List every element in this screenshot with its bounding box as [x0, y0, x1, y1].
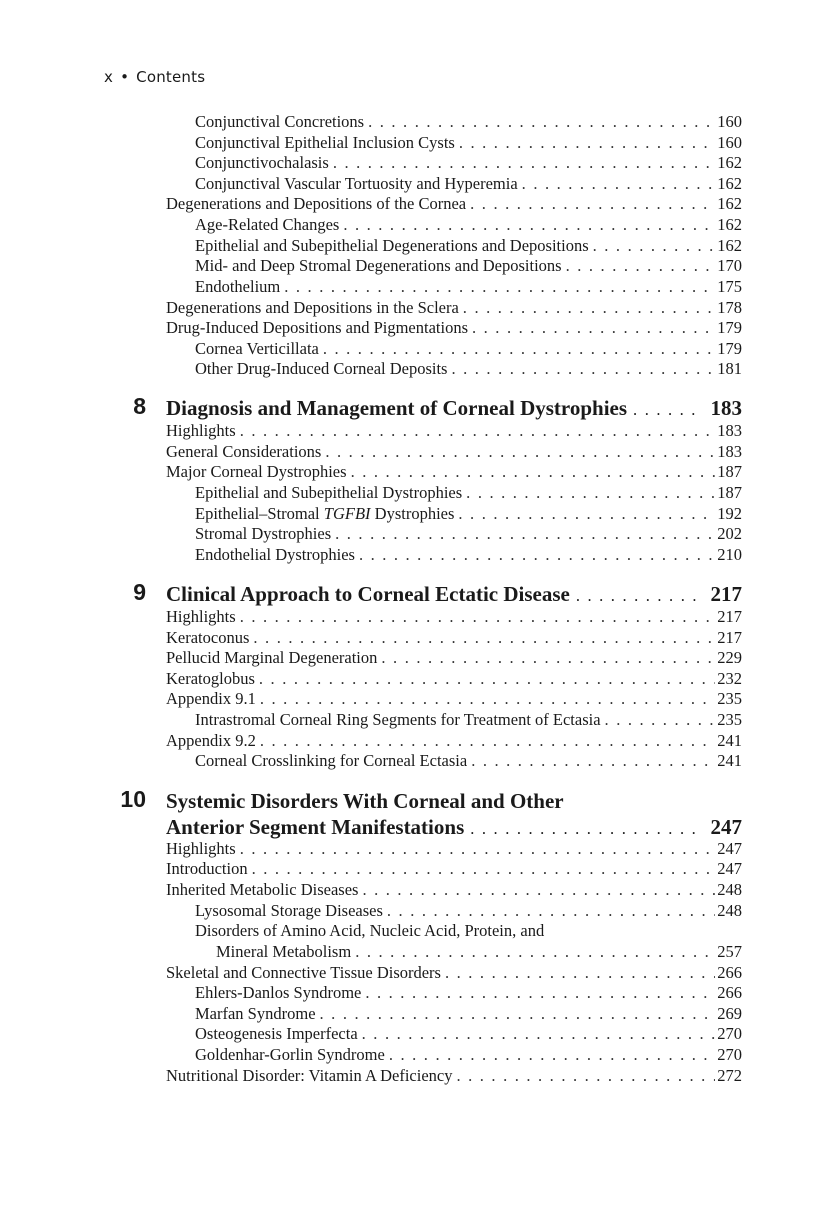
- dot-leader: [463, 298, 715, 318]
- chapter-page-number: 247: [710, 815, 742, 839]
- page-number: 160: [717, 112, 742, 131]
- dot-leader: [355, 942, 715, 962]
- toc-entry[interactable]: Highlights . . . 247: [166, 839, 742, 859]
- chapter-title: Clinical Approach to Corneal Ectatic Disease: [166, 582, 570, 606]
- page-number: 272: [717, 1066, 742, 1085]
- toc-entry[interactable]: Endothelial Dystrophies . . . 210: [195, 545, 742, 565]
- page-number: 210: [717, 545, 742, 564]
- toc-entry[interactable]: Epithelial–Stromal TGFBI Dystrophies . . . 192: [195, 504, 742, 524]
- toc-entry[interactable]: Appendix 9.2 . . . 241: [166, 731, 742, 751]
- page-number: 181: [717, 359, 742, 378]
- page-number: 235: [717, 710, 742, 729]
- page-number: 241: [717, 751, 742, 770]
- toc-entry[interactable]: Introduction . . . 247: [166, 859, 742, 879]
- dot-leader: [471, 751, 715, 771]
- toc-entry[interactable]: Inherited Metabolic Diseases . . . 248: [166, 880, 742, 900]
- toc-entry[interactable]: Marfan Syndrome . . . 269: [195, 1004, 742, 1024]
- dot-leader: [253, 628, 715, 648]
- page-number: 183: [717, 421, 742, 440]
- page-number: 229: [717, 648, 742, 667]
- dot-leader: [451, 359, 715, 379]
- page-number: 248: [717, 901, 742, 920]
- dot-leader: [459, 133, 715, 153]
- page-number: 162: [717, 236, 742, 255]
- page-number: 247: [717, 859, 742, 878]
- page-number: 162: [717, 215, 742, 234]
- chapter-heading[interactable]: [166, 814, 742, 840]
- page-number: 202: [717, 524, 742, 543]
- dot-leader: [362, 1024, 716, 1044]
- dot-leader: [362, 880, 715, 900]
- toc-entry[interactable]: Conjunctival Vascular Tortuosity and Hyperemia . . . 162: [195, 174, 742, 194]
- dot-leader: [365, 983, 715, 1003]
- toc-entry[interactable]: Pellucid Marginal Degeneration . . . 229: [166, 648, 742, 668]
- toc-entry[interactable]: Nutritional Disorder: Vitamin A Deficiency . . . 272: [166, 1066, 742, 1086]
- page-number: 270: [717, 1045, 742, 1064]
- dot-leader: [252, 859, 716, 879]
- toc-entry[interactable]: Goldenhar-Gorlin Syndrome . . . 270: [195, 1045, 742, 1065]
- gene-name: TGFBI: [323, 504, 371, 523]
- page-number: 232: [717, 669, 742, 688]
- page-number: 187: [717, 462, 742, 481]
- dot-leader: [240, 607, 716, 627]
- page-number: 241: [717, 731, 742, 750]
- chapter-heading[interactable]: [166, 581, 742, 607]
- dot-leader: [445, 963, 715, 983]
- dot-leader: [566, 256, 716, 276]
- page-number: 160: [717, 133, 742, 152]
- chapter-page-number: 217: [710, 582, 742, 606]
- chapter-title-line1[interactable]: Systemic Disorders With Corneal and Other: [166, 789, 564, 813]
- toc-entry[interactable]: Highlights . . . 183: [166, 421, 742, 441]
- dot-leader: [325, 442, 715, 462]
- dot-leader: [522, 174, 716, 194]
- page-number: 247: [717, 839, 742, 858]
- page-number: 179: [717, 339, 742, 358]
- chapter-number: 10: [120, 786, 146, 812]
- toc-entry[interactable]: Highlights . . . 217: [166, 607, 742, 627]
- dot-leader: [605, 710, 716, 730]
- page-number: 178: [717, 298, 742, 317]
- dot-leader: [351, 462, 716, 482]
- page-number: 162: [717, 153, 742, 172]
- chapter-number: 9: [133, 579, 146, 605]
- toc-entry[interactable]: Degenerations and Depositions in the Sclera . . . 178: [166, 298, 742, 318]
- dot-leader: [470, 194, 715, 214]
- dot-leader: [456, 1066, 715, 1086]
- dot-leader: [593, 236, 716, 256]
- page-number: 217: [717, 628, 742, 647]
- dot-leader: [368, 112, 715, 132]
- dot-leader: [260, 731, 715, 751]
- toc-entry[interactable]: Appendix 9.1 . . . 235: [166, 689, 742, 709]
- page-number: 162: [717, 174, 742, 193]
- toc-entry[interactable]: Keratoconus . . . 217: [166, 628, 742, 648]
- toc-entry[interactable]: Degenerations and Depositions of the Cornea . . . 162: [166, 194, 742, 214]
- dot-leader: [343, 215, 715, 235]
- toc-entry[interactable]: Endothelium . . . 175: [195, 277, 742, 297]
- chapter-title: Diagnosis and Management of Corneal Dystrophies: [166, 396, 628, 420]
- page-number: 170: [717, 256, 742, 275]
- running-head-label: Contents: [136, 68, 206, 86]
- toc-entry[interactable]: Other Drug-Induced Corneal Deposits . . . 181: [195, 359, 742, 379]
- dot-leader: [259, 669, 715, 689]
- dot-leader: [320, 1004, 716, 1024]
- toc-entry[interactable]: Epithelial and Subepithelial Dystrophies . . . 187: [195, 483, 742, 503]
- dot-leader: [576, 583, 703, 607]
- toc-entry[interactable]: Conjunctival Concretions . . . 160: [195, 112, 742, 132]
- page-number: 248: [717, 880, 742, 899]
- toc-entry[interactable]: Stromal Dystrophies . . . 202: [195, 524, 742, 544]
- toc-entry[interactable]: Major Corneal Dystrophies . . . 187: [166, 462, 742, 482]
- page-number: 162: [717, 194, 742, 213]
- dot-leader: [240, 421, 716, 441]
- dot-leader: [335, 524, 715, 544]
- page-number: 217: [717, 607, 742, 626]
- page-number: 192: [717, 504, 742, 523]
- bullet-separator: •: [120, 68, 130, 86]
- toc-entry[interactable]: Skeletal and Connective Tissue Disorders . . . 266: [166, 963, 742, 983]
- page-number: 257: [717, 942, 742, 961]
- dot-leader: [633, 397, 702, 421]
- dot-leader: [284, 277, 715, 297]
- page-number: 270: [717, 1024, 742, 1043]
- dot-leader: [359, 545, 715, 565]
- toc-entry[interactable]: Cornea Verticillata . . . 179: [195, 339, 742, 359]
- page-number: 183: [717, 442, 742, 461]
- dot-leader: [387, 901, 715, 921]
- page-number: 266: [717, 983, 742, 1002]
- chapter-heading[interactable]: [166, 395, 742, 421]
- toc-entry[interactable]: Conjunctival Epithelial Inclusion Cysts . . . 160: [195, 133, 742, 153]
- toc-entry[interactable]: Lysosomal Storage Diseases . . . 248: [195, 901, 742, 921]
- dot-leader: [240, 839, 716, 859]
- toc-entry[interactable]: Ehlers-Danlos Syndrome . . . 266: [195, 983, 742, 1003]
- page-number: 269: [717, 1004, 742, 1023]
- toc-entry[interactable]: Mineral Metabolism . . . 257: [216, 942, 742, 962]
- chapter-page-number: 183: [710, 396, 742, 420]
- dot-leader: [470, 816, 702, 840]
- chapter-title-line2: Anterior Segment Manifestations: [166, 815, 465, 839]
- toc-entry[interactable]: General Considerations . . . 183: [166, 442, 742, 462]
- toc-entry[interactable]: Mid- and Deep Stromal Degenerations and Depositions . . . 170: [195, 256, 742, 276]
- dot-leader: [466, 483, 715, 503]
- toc-entry[interactable]: Drug-Induced Depositions and Pigmentations . . . 179: [166, 318, 742, 338]
- dot-leader: [458, 504, 715, 524]
- toc-entry[interactable]: Osteogenesis Imperfecta . . . 270: [195, 1024, 742, 1044]
- page-number: 179: [717, 318, 742, 337]
- toc-entry-line1[interactable]: Disorders of Amino Acid, Nucleic Acid, Protein, and: [195, 921, 545, 940]
- page-number: 175: [717, 277, 742, 296]
- toc-entry[interactable]: Epithelial and Subepithelial Degenerations and Depositions . . . 162: [195, 236, 742, 256]
- page-number: 266: [717, 963, 742, 982]
- dot-leader: [333, 153, 715, 173]
- page-number: 235: [717, 689, 742, 708]
- toc-entry[interactable]: Intrastromal Corneal Ring Segments for Treatment of Ectasia . . . 235: [195, 710, 742, 730]
- toc-entry[interactable]: Keratoglobus . . . 232: [166, 669, 742, 689]
- toc-entry[interactable]: Corneal Crosslinking for Corneal Ectasia . . . 241: [195, 751, 742, 771]
- page-roman-numeral: x: [104, 68, 114, 86]
- dot-leader: [381, 648, 715, 668]
- page-number: 187: [717, 483, 742, 502]
- dot-leader: [472, 318, 715, 338]
- dot-leader: [323, 339, 715, 359]
- chapter-number: 8: [133, 393, 146, 419]
- dot-leader: [260, 689, 715, 709]
- toc-entry[interactable]: Conjunctivochalasis . . . 162: [195, 153, 742, 173]
- toc-entry[interactable]: Age-Related Changes . . . 162: [195, 215, 742, 235]
- dot-leader: [389, 1045, 715, 1065]
- running-head: [104, 68, 205, 86]
